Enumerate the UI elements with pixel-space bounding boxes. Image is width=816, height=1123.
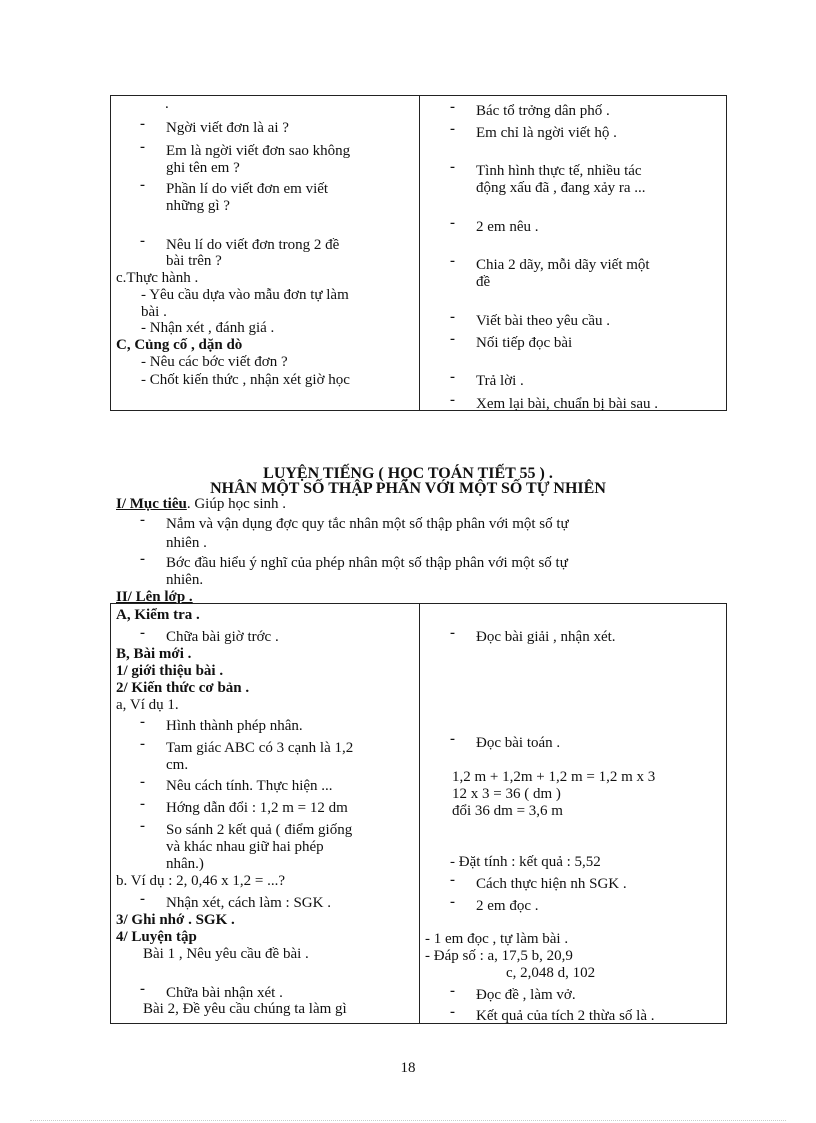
table-2-divider bbox=[419, 603, 420, 1024]
table-2-right-item: - Cách thực hiện nh SGK . bbox=[476, 876, 627, 892]
table-1-right-item: - 2 em nêu . bbox=[476, 219, 538, 235]
objective-item-cont: nhiên. bbox=[166, 572, 204, 588]
objectives-heading bbox=[116, 496, 286, 512]
table-1-divider bbox=[419, 95, 420, 411]
table-2-right-item: - 2 em đọc . bbox=[476, 898, 538, 914]
table-1-left-line: - Yêu cầu dựa vào mẫu đơn tự làm bbox=[141, 287, 349, 303]
table-1-left-item: - Phần lí do viết đơn em viết bbox=[166, 181, 328, 197]
table-1-right-item: - Xem lại bài, chuẩn bị bài sau . bbox=[476, 396, 658, 412]
table-2-right-item: - Đọc bài toán . bbox=[476, 735, 560, 751]
practice-heading: c.Thực hành . bbox=[116, 270, 199, 286]
lenlop-heading: II/ Lên lớp . bbox=[116, 589, 193, 605]
table-1-right-item-cont: động xấu đã , đang xảy ra ... bbox=[476, 180, 646, 196]
table-1-left-dot: . bbox=[165, 96, 169, 112]
table-1-right-item: - Bác tổ trởng dân phố . bbox=[476, 103, 610, 119]
new-lesson-heading: B, Bài mới . bbox=[116, 646, 192, 662]
table-2-left-item: - Hình thành phép nhân. bbox=[166, 718, 303, 734]
table-1-left-line: - Nhận xét , đánh giá . bbox=[141, 320, 275, 336]
table-2-left-item: - Nhận xét, cách làm : SGK . bbox=[166, 895, 331, 911]
objective-item: - Bớc đầu hiểu ý nghĩ của phép nhân một số thập phân với một số tự bbox=[166, 555, 568, 571]
page-number: 18 bbox=[400, 1060, 416, 1076]
objectives-heading-label: I/ Mục tiêu bbox=[116, 496, 187, 512]
table-1-right-item: - Tình hình thực tế, nhiều tác bbox=[476, 163, 642, 179]
table-2-right-item: - Đọc bài giải , nhận xét. bbox=[476, 629, 616, 645]
table-2-right-line: c, 2,048 d, 102 bbox=[506, 965, 596, 981]
table-1-left-item-cont: ghi tên em ? bbox=[166, 160, 240, 176]
table-2-left-item: - Tam giác ABC có 3 cạnh là 1,2 bbox=[166, 740, 353, 756]
exercise-2-label: Bài 2, Đề yêu cầu chúng ta làm gì bbox=[143, 1001, 347, 1017]
table-2-right-line: 12 x 3 = 36 ( dm ) bbox=[452, 786, 561, 802]
table-1-left-line: bài . bbox=[141, 304, 167, 320]
objective-item: - Nắm và vận dụng đợc quy tắc nhân một số thập phân với một số tự bbox=[166, 516, 569, 532]
objective-item-cont: nhiên . bbox=[166, 535, 207, 551]
table-1-right-item: - Em chỉ là ngời viết hộ . bbox=[476, 125, 617, 141]
table-1-right-item: - Viết bài theo yêu cầu . bbox=[476, 313, 610, 329]
table-2-right-line: 1,2 m + 1,2m + 1,2 m = 1,2 m x 3 bbox=[452, 769, 656, 785]
remember-heading: 3/ Ghi nhớ . SGK . bbox=[116, 912, 235, 928]
intro-heading: 1/ giới thiệu bài . bbox=[116, 663, 224, 679]
table-1-left-item: - Em là ngời viết đơn sao không bbox=[166, 143, 350, 159]
table-1-left-line: - Chốt kiến thức , nhận xét giờ học bbox=[141, 372, 350, 388]
summary-heading: C, Củng cố , dặn dò bbox=[116, 337, 243, 353]
table-2-left-item-cont: và khác nhau giữ hai phép bbox=[166, 839, 324, 855]
table-2-left-item: - So sánh 2 kết quả ( điểm giống bbox=[166, 822, 352, 838]
check-heading: A, Kiểm tra . bbox=[116, 607, 200, 623]
table-1-right-item: - Nối tiếp đọc bài bbox=[476, 335, 572, 351]
table-2-left-item: - Chữa bài giờ trớc . bbox=[166, 629, 279, 645]
table-1-left-item: - Ngời viết đơn là ai ? bbox=[166, 120, 289, 136]
example-1-label: a, Ví dụ 1. bbox=[116, 697, 179, 713]
knowledge-heading: 2/ Kiến thức cơ bản . bbox=[116, 680, 250, 696]
table-2-left-item-cont: nhân.) bbox=[166, 856, 204, 872]
page-edge-rule bbox=[30, 1120, 786, 1121]
table-2-left-item: - Chữa bài nhận xét . bbox=[166, 985, 283, 1001]
lesson-title: LUYỆN TIẾNG ( HỌC TOÁN TIẾT 55 ) . bbox=[263, 465, 553, 482]
table-1-right-item: - Chia 2 dãy, mỗi dãy viết một bbox=[476, 257, 650, 273]
example-2-label: b. Ví dụ : 2, 0,46 x 1,2 = ...? bbox=[116, 873, 286, 889]
practice-section-heading: 4/ Luyện tập bbox=[116, 929, 197, 945]
table-2-right-line: - Đáp số : a, 17,5 b, 20,9 bbox=[425, 948, 573, 964]
lesson-subtitle: NHÂN MỘT SỐ THẬP PHÂN VỚI MỘT SỐ TỰ NHIÊN bbox=[210, 480, 606, 497]
table-2-right-item: - Kết quả của tích 2 thừa số là . bbox=[476, 1008, 655, 1024]
table-1-left-line: - Nêu các bớc viết đơn ? bbox=[141, 354, 288, 370]
table-2-left-item: - Hớng dẫn đổi : 1,2 m = 12 dm bbox=[166, 800, 348, 816]
table-1-left-item-cont: những gì ? bbox=[166, 198, 230, 214]
table-1-left-item-cont: bài trên ? bbox=[166, 253, 222, 269]
table-1-left-item: - Nêu lí do viết đơn trong 2 đề bbox=[166, 237, 339, 253]
exercise-1-label: Bài 1 , Nêu yêu cầu đề bài . bbox=[143, 946, 309, 962]
table-2-right-line: đổi 36 dm = 3,6 m bbox=[452, 803, 563, 819]
table-2-right-line: - Đặt tính : kết quả : 5,52 bbox=[450, 854, 601, 870]
table-1-right-item: - Trả lời . bbox=[476, 373, 524, 389]
table-1-right-item-cont: đề bbox=[476, 274, 491, 290]
objectives-heading-rest: . Giúp học sinh . bbox=[186, 496, 286, 512]
table-2-right-line: - 1 em đọc , tự làm bài . bbox=[425, 931, 569, 947]
table-2-right-item: - Đọc đề , làm vở. bbox=[476, 987, 576, 1003]
table-2-left-item-cont: cm. bbox=[166, 757, 189, 773]
table-2-left-item: - Nêu cách tính. Thực hiện ... bbox=[166, 778, 333, 794]
